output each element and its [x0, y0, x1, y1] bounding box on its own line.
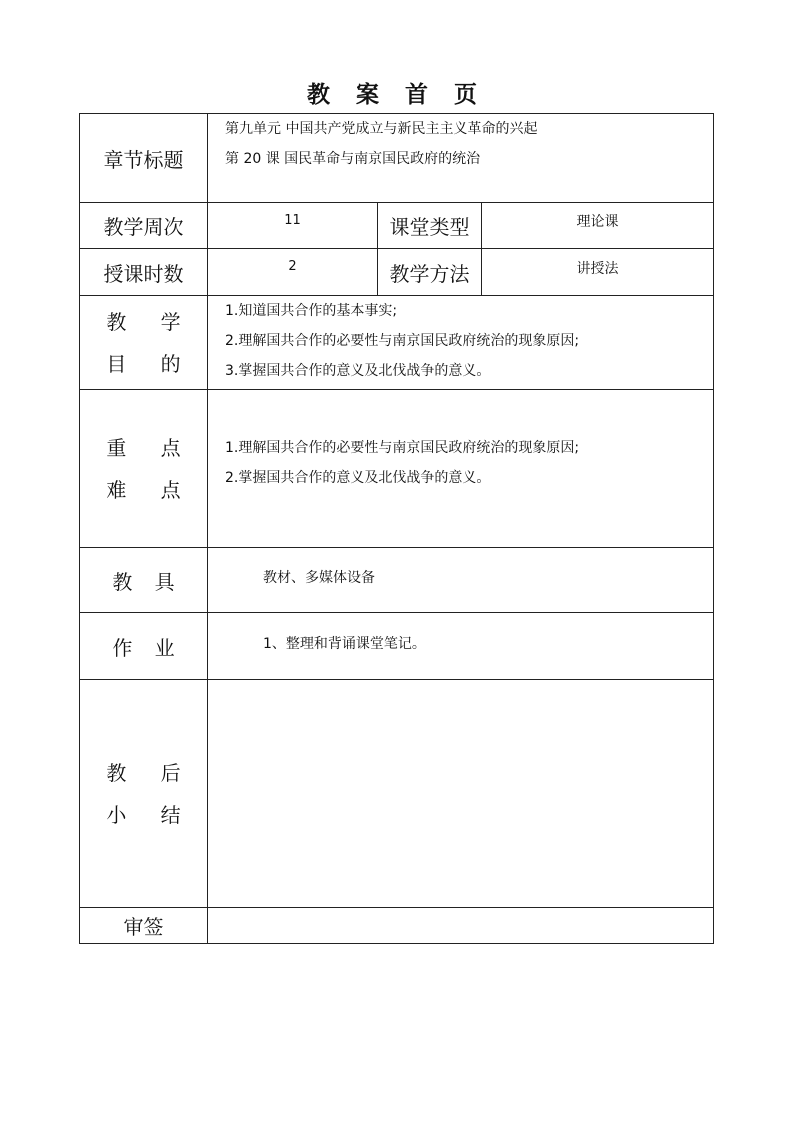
summary-content-cell [208, 680, 713, 907]
summary-label [80, 680, 207, 907]
teaching-hours-value: 2 [288, 259, 297, 274]
class-type-label: 课堂类型 [389, 215, 470, 239]
teaching-week-label: 教学周次 [103, 215, 184, 239]
goal-item-3: 3.掌握国共合作的意义及北伐战争的意义。 [225, 363, 491, 379]
teaching-tools-label: 教 具 [112, 569, 183, 594]
review-sign-cell [208, 908, 713, 943]
summary-label-line1: 教 后 [106, 760, 195, 785]
teaching-tools-value: 教材、多媒体设备 [263, 570, 375, 586]
chapter-title-label: 章节标题 [103, 147, 184, 172]
teaching-hours-label: 授课时数 [103, 261, 184, 286]
teaching-goals-label-line2: 目 的 [106, 351, 195, 376]
homework-value: 1、整理和背诵课堂笔记。 [263, 636, 426, 652]
page-title: 教 案 首 页 [306, 82, 487, 108]
summary-label-line2: 小 结 [106, 802, 195, 827]
review-sign-label: 审签 [123, 915, 164, 939]
key-point-item-2: 2.掌握国共合作的意义及北伐战争的意义。 [225, 470, 491, 486]
homework-label: 作 业 [112, 635, 183, 660]
teaching-goals-label-line1: 教 学 [106, 309, 195, 334]
key-points-label-line2: 难 点 [106, 477, 195, 502]
teaching-week-value: 11 [284, 213, 301, 228]
class-type-value: 理论课 [576, 214, 619, 230]
teaching-method-label: 教学方法 [389, 261, 470, 286]
chapter-lesson-text: 第 20 课 国民革命与南京国民政府的统治 [225, 151, 481, 167]
key-point-item-1: 1.理解国共合作的必要性与南京国民政府统治的现象原因; [225, 440, 580, 456]
teaching-method-value: 讲授法 [576, 261, 619, 277]
chapter-unit-text: 第九单元 中国共产党成立与新民主主义革命的兴起 [225, 121, 538, 137]
key-points-label [80, 390, 207, 547]
key-points-label-line1: 重 点 [106, 435, 195, 460]
goal-item-1: 1.知道国共合作的基本事实; [225, 303, 398, 319]
teaching-goals-label [80, 296, 207, 389]
goal-item-2: 2.理解国共合作的必要性与南京国民政府统治的现象原因; [225, 333, 580, 349]
